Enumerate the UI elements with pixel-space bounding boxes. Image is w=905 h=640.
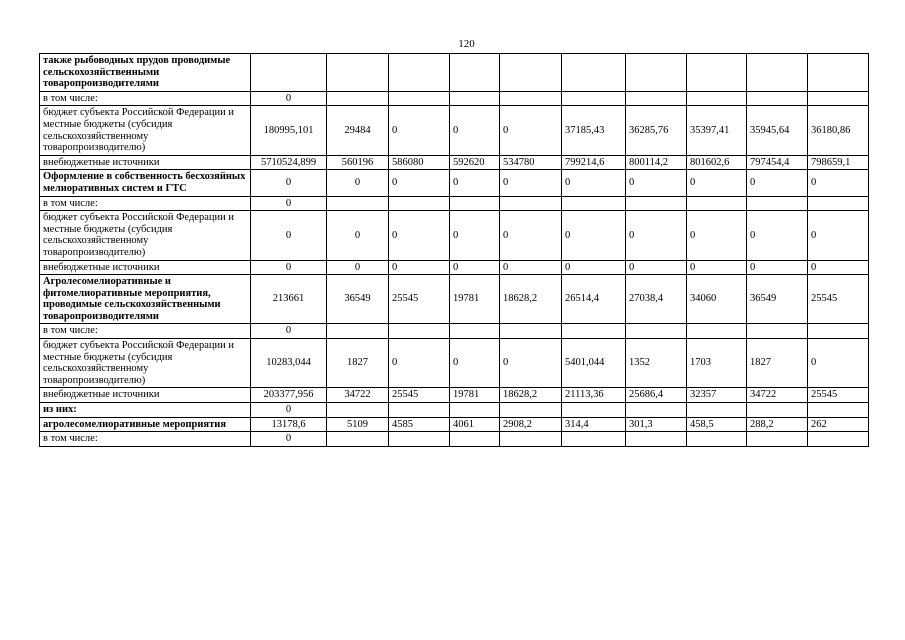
table-cell: 0 <box>626 170 687 196</box>
table-cell: 0 <box>450 106 500 155</box>
table-cell <box>808 403 869 418</box>
table-cell: 0 <box>251 170 327 196</box>
table-cell: 0 <box>687 170 747 196</box>
row-label: из них: <box>40 403 251 418</box>
table-cell: 36180,86 <box>808 106 869 155</box>
table-row <box>40 155 869 170</box>
table-cell: 262 <box>808 417 869 432</box>
table-cell <box>450 432 500 447</box>
table-cell: 19781 <box>450 388 500 403</box>
table-cell: 0 <box>389 339 450 388</box>
table-cell: 25545 <box>389 275 450 324</box>
table-cell: 0 <box>626 211 687 260</box>
page-number: 120 <box>458 38 475 50</box>
table-cell: 180995,101 <box>251 106 327 155</box>
table-cell <box>327 403 389 418</box>
table-cell <box>687 432 747 447</box>
table-cell: 0 <box>500 170 562 196</box>
row-label: в том числе: <box>40 324 251 339</box>
table-cell: 5710524,899 <box>251 155 327 170</box>
table-cell: 0 <box>327 260 389 275</box>
table-cell <box>389 91 450 106</box>
table-cell <box>626 91 687 106</box>
table-cell <box>389 324 450 339</box>
table-cell <box>626 324 687 339</box>
table-cell: 0 <box>251 211 327 260</box>
table-cell: 0 <box>450 211 500 260</box>
table-cell: 458,5 <box>687 417 747 432</box>
table-cell: 18628,2 <box>500 275 562 324</box>
table-cell <box>626 196 687 211</box>
table-cell: 799214,6 <box>562 155 626 170</box>
table-cell <box>500 432 562 447</box>
table-cell: 288,2 <box>747 417 808 432</box>
table-cell: 21113,36 <box>562 388 626 403</box>
row-label: бюджет субъекта Российской Федерации и местные бюджеты (субсидия сельскохозяйственному товаропроизводителю) <box>40 339 251 388</box>
table-cell <box>327 54 389 92</box>
table-cell: 0 <box>687 260 747 275</box>
table-cell: 213661 <box>251 275 327 324</box>
table-cell: 36549 <box>327 275 389 324</box>
table-cell: 0 <box>450 260 500 275</box>
table-cell: 35945,64 <box>747 106 808 155</box>
table-cell <box>500 403 562 418</box>
table-cell: 0 <box>808 211 869 260</box>
table-cell <box>327 324 389 339</box>
table-cell: 34722 <box>327 388 389 403</box>
table-cell <box>562 196 626 211</box>
table-row <box>40 417 869 432</box>
table-cell: 301,3 <box>626 417 687 432</box>
table-cell <box>808 196 869 211</box>
table-row <box>40 339 869 388</box>
table-cell <box>500 91 562 106</box>
table-cell <box>747 91 808 106</box>
row-label: в том числе: <box>40 432 251 447</box>
table-cell: 18628,2 <box>500 388 562 403</box>
table-cell: 798659,1 <box>808 155 869 170</box>
table-row <box>40 106 869 155</box>
table-cell: 0 <box>747 260 808 275</box>
table-cell: 2908,2 <box>500 417 562 432</box>
table-cell: 0 <box>450 339 500 388</box>
table-cell <box>450 196 500 211</box>
table-cell: 0 <box>389 106 450 155</box>
table-cell <box>808 324 869 339</box>
table-cell: 0 <box>562 211 626 260</box>
table-cell: 32357 <box>687 388 747 403</box>
table-cell: 0 <box>500 106 562 155</box>
table-cell <box>327 196 389 211</box>
table-cell: 0 <box>251 324 327 339</box>
table-cell: 27038,4 <box>626 275 687 324</box>
table-cell <box>747 196 808 211</box>
table-cell <box>626 54 687 92</box>
table-cell: 0 <box>251 260 327 275</box>
table-cell: 37185,43 <box>562 106 626 155</box>
table-cell: 5109 <box>327 417 389 432</box>
table-cell: 25686,4 <box>626 388 687 403</box>
row-label: внебюджетные источники <box>40 155 251 170</box>
table-cell <box>450 91 500 106</box>
row-label: внебюджетные источники <box>40 388 251 403</box>
table-cell <box>389 403 450 418</box>
table-cell: 4061 <box>450 417 500 432</box>
table-row <box>40 211 869 260</box>
row-label: также рыбоводных прудов проводимые сельскохозяйственными товаропроизводителями <box>40 54 251 92</box>
table-cell <box>747 324 808 339</box>
table-row <box>40 388 869 403</box>
table-cell: 314,4 <box>562 417 626 432</box>
table-cell: 35397,41 <box>687 106 747 155</box>
table-cell <box>626 403 687 418</box>
table-cell <box>450 324 500 339</box>
row-label: в том числе: <box>40 91 251 106</box>
table-cell <box>389 196 450 211</box>
table-cell: 0 <box>251 196 327 211</box>
table-cell: 0 <box>389 170 450 196</box>
table-cell <box>747 432 808 447</box>
table-cell <box>808 54 869 92</box>
table-cell <box>562 403 626 418</box>
table-cell: 0 <box>747 170 808 196</box>
table-cell: 0 <box>500 211 562 260</box>
table-cell: 800114,2 <box>626 155 687 170</box>
table-cell: 203377,956 <box>251 388 327 403</box>
table-cell: 25545 <box>389 388 450 403</box>
table-cell <box>687 91 747 106</box>
table-cell <box>808 432 869 447</box>
table-row <box>40 403 869 418</box>
table-cell: 25545 <box>808 275 869 324</box>
table-cell: 26514,4 <box>562 275 626 324</box>
table-cell <box>687 324 747 339</box>
table-cell <box>500 324 562 339</box>
table-cell: 0 <box>327 170 389 196</box>
table-cell <box>747 403 808 418</box>
table-row <box>40 91 869 106</box>
row-label: бюджет субъекта Российской Федерации и местные бюджеты (субсидия сельскохозяйственному товаропроизводителю) <box>40 211 251 260</box>
table-cell: 5401,044 <box>562 339 626 388</box>
table-row <box>40 432 869 447</box>
table-cell <box>687 196 747 211</box>
table-cell: 592620 <box>450 155 500 170</box>
table-cell <box>562 432 626 447</box>
table-cell: 0 <box>450 170 500 196</box>
table-cell <box>389 432 450 447</box>
table-cell <box>687 54 747 92</box>
table-cell: 1703 <box>687 339 747 388</box>
table-cell: 0 <box>389 260 450 275</box>
table-cell <box>450 403 500 418</box>
table-row <box>40 260 869 275</box>
row-label: внебюджетные источники <box>40 260 251 275</box>
table-cell: 1827 <box>327 339 389 388</box>
table-cell <box>747 54 808 92</box>
table-cell <box>626 432 687 447</box>
table-cell: 29484 <box>327 106 389 155</box>
table-cell <box>500 196 562 211</box>
table-cell: 0 <box>808 170 869 196</box>
table-cell <box>687 403 747 418</box>
table-cell: 10283,044 <box>251 339 327 388</box>
table-cell: 34060 <box>687 275 747 324</box>
table-cell: 560196 <box>327 155 389 170</box>
row-label: бюджет субъекта Российской Федерации и местные бюджеты (субсидия сельскохозяйственному товаропроизводителю) <box>40 106 251 155</box>
table-cell: 0 <box>327 211 389 260</box>
table-cell: 36285,76 <box>626 106 687 155</box>
table-cell: 0 <box>500 339 562 388</box>
table-cell: 0 <box>251 432 327 447</box>
table-cell: 586080 <box>389 155 450 170</box>
table-cell: 0 <box>251 403 327 418</box>
table-row <box>40 54 869 92</box>
table-cell: 13178,6 <box>251 417 327 432</box>
table-cell: 0 <box>747 211 808 260</box>
table-cell: 36549 <box>747 275 808 324</box>
table-cell: 0 <box>389 211 450 260</box>
budget-table <box>39 53 869 447</box>
table-cell <box>500 54 562 92</box>
row-label: Оформление в собственность бесхозяйных мелиоративных систем и ГТС <box>40 170 251 196</box>
table-cell: 25545 <box>808 388 869 403</box>
table-cell: 0 <box>500 260 562 275</box>
table-cell <box>562 54 626 92</box>
table-cell <box>327 91 389 106</box>
table-row <box>40 275 869 324</box>
table-cell <box>808 91 869 106</box>
table-cell <box>389 54 450 92</box>
table-cell: 0 <box>562 170 626 196</box>
table-cell <box>562 91 626 106</box>
table-cell <box>327 432 389 447</box>
table-cell: 0 <box>687 211 747 260</box>
row-label: агролесомелиоративные мероприятия <box>40 417 251 432</box>
table-row <box>40 324 869 339</box>
table-cell: 534780 <box>500 155 562 170</box>
table-cell: 0 <box>562 260 626 275</box>
table-cell: 0 <box>626 260 687 275</box>
table-row <box>40 170 869 196</box>
table-cell: 0 <box>251 91 327 106</box>
table-cell <box>251 54 327 92</box>
table-row <box>40 196 869 211</box>
table-cell: 0 <box>808 339 869 388</box>
table-cell: 0 <box>808 260 869 275</box>
table-cell: 4585 <box>389 417 450 432</box>
table-cell: 19781 <box>450 275 500 324</box>
table-cell: 801602,6 <box>687 155 747 170</box>
table-cell <box>450 54 500 92</box>
table-cell: 1827 <box>747 339 808 388</box>
table-cell: 1352 <box>626 339 687 388</box>
row-label: Агролесомелиоративные и фитомелиоративные мероприятия, проводимые сельскохозяйственными товаропроизводителями <box>40 275 251 324</box>
table-cell <box>562 324 626 339</box>
row-label: в том числе: <box>40 196 251 211</box>
table-cell: 34722 <box>747 388 808 403</box>
table-cell: 797454,4 <box>747 155 808 170</box>
